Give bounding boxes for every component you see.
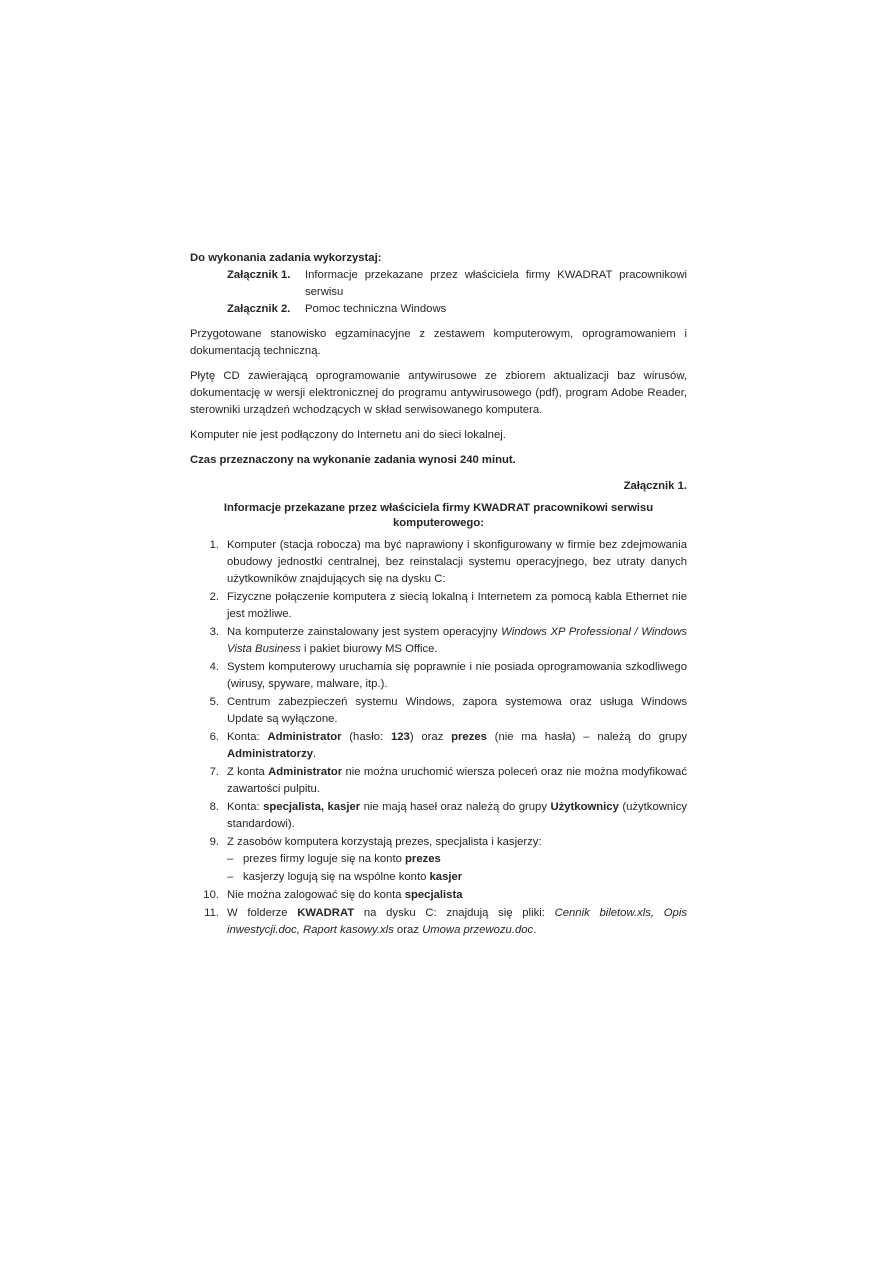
attachment-text: Informacje przekazane przez właściciela firmy KWADRAT pracownikowi serwisu [305, 269, 687, 298]
item-number: 11. [204, 907, 219, 919]
list-item [190, 764, 687, 798]
dash-bullet: – [227, 853, 234, 865]
item-text: (nie ma hasła) – należą do grupy [486, 731, 687, 743]
item-number: 4. [209, 661, 219, 673]
folder-name: KWADRAT [297, 907, 355, 919]
item-text: Na komputerze zainstalowany jest system operacyjny [227, 626, 502, 638]
account-name: specjalista, kasjer [263, 801, 361, 813]
item-number: 10. [203, 889, 219, 901]
list-item [190, 729, 687, 763]
item-text: Centrum zabezpieczeń systemu Windows, zapora systemowa oraz usługa Windows Update są wyłączone. [227, 696, 687, 725]
item-number: 9. [209, 836, 219, 848]
item-text: (użytkownicy standardowi). [227, 801, 687, 830]
item-number: 2. [209, 591, 219, 603]
network-paragraph: Komputer nie jest podłączony do Internetu ani do sieci lokalnej. [190, 429, 506, 441]
item-text: W folderze [227, 907, 298, 919]
sub-list-item [227, 851, 687, 868]
account-name: kasjer [429, 871, 463, 883]
list-item [190, 694, 687, 728]
list-item [190, 659, 687, 693]
item-text: Fizyczne połączenie komputera z siecią lokalną i Internetem za pomocą kabla Ethernet nie jest możliwe. [227, 591, 687, 620]
list-item [190, 887, 687, 904]
resources-heading: Do wykonania zadania wykorzystaj: [190, 252, 382, 264]
info-list [190, 537, 687, 939]
sub-list [227, 851, 687, 886]
account-name: Administrator [268, 766, 343, 778]
item-text: nie można uruchomić wiersza poleceń oraz nie można modyfikować zawartości pulpitu. [227, 766, 687, 795]
item-text: (hasło: [341, 731, 391, 743]
item-text: na dysku C: znajdują się pliki: [354, 907, 555, 919]
item-text: Komputer (stacja robocza) ma być naprawiony i skonfigurowany w firmie bez zdejmowania obudowy jednostki centralnej, bez reinstalacji systemu operacyjnego, bez utraty danych użytkowników znajdujących się na dysku C: [227, 539, 687, 585]
item-text: ) oraz [409, 731, 452, 743]
list-item [190, 624, 687, 658]
item-text: prezes firmy loguje się na konto [243, 853, 406, 865]
account-name: prezes [451, 731, 487, 743]
cd-paragraph: Płytę CD zawierającą oprogramowanie antywirusowe ze zbiorem aktualizacji baz wirusów, dokumentację w wersji elektronicznej do programu antywirusowego (pdf), program Adobe Reader, sterowniki urządzeń wchodzących w skład serwisowanego komputera. [190, 370, 687, 416]
group-name: Użytkownicy [550, 801, 619, 813]
item-text: System komputerowy uruchamia się poprawnie i nie posiada oprogramowania szkodliwego (wirusy, spyware, malware, itp.). [227, 661, 687, 690]
list-item [190, 834, 687, 886]
item-text: i pakiet biurowy MS Office. [300, 643, 438, 655]
list-item [190, 799, 687, 833]
file-name: Umowa przewozu.doc [422, 924, 534, 936]
item-number: 7. [209, 766, 219, 778]
account-name: specjalista [404, 889, 463, 901]
item-text: . [313, 748, 317, 760]
appendix-label: Załącznik 1. [623, 480, 687, 492]
document-page [190, 250, 687, 940]
item-number: 6. [209, 731, 219, 743]
item-text: kasjerzy logują się na wspólne konto [243, 871, 430, 883]
item-text: Konta: [227, 801, 264, 813]
sub-list-item [227, 869, 687, 886]
attachment-1 [227, 267, 687, 301]
item-text: Nie można zalogować się do konta [227, 889, 405, 901]
time-limit: Czas przeznaczony na wykonanie zadania wynosi 240 minut. [190, 454, 516, 466]
item-number: 8. [209, 801, 219, 813]
item-text: nie mają haseł oraz należą do grupy [360, 801, 551, 813]
account-name: prezes [405, 853, 441, 865]
password: 123 [390, 731, 410, 743]
item-text: oraz [393, 924, 423, 936]
appendix-title: Informacje przekazane przez właściciela firmy KWADRAT pracownikowi serwisu komputerowego: [223, 502, 654, 529]
attachment-label: Załącznik 2. [227, 303, 291, 315]
file-names: Cennik biletow.xls, Opis inwestycji.doc, Raport kasowy.xls [227, 907, 687, 936]
group-name: Administratorzy [227, 748, 313, 760]
workstation-paragraph: Przygotowane stanowisko egzaminacyjne z zestawem komputerowym, oprogramowaniem i dokumentacją techniczną. [190, 328, 687, 357]
item-number: 3. [209, 626, 219, 638]
list-item [190, 905, 687, 939]
list-item [190, 589, 687, 623]
list-item [190, 537, 687, 588]
dash-bullet: – [227, 871, 234, 883]
item-text: Konta: [227, 731, 268, 743]
item-text: . [533, 924, 537, 936]
attachment-label: Załącznik 1. [227, 269, 291, 281]
item-text: Z konta [227, 766, 269, 778]
os-name: Windows XP Professional / Windows Vista Business [227, 626, 688, 655]
attachment-2 [227, 301, 687, 318]
account-name: Administrator [267, 731, 342, 743]
item-text: Z zasobów komputera korzystają prezes, specjalista i kasjerzy: [227, 836, 542, 848]
attachment-text: Pomoc techniczna Windows [305, 303, 447, 315]
item-number: 5. [209, 696, 219, 708]
item-number: 1. [209, 539, 219, 551]
